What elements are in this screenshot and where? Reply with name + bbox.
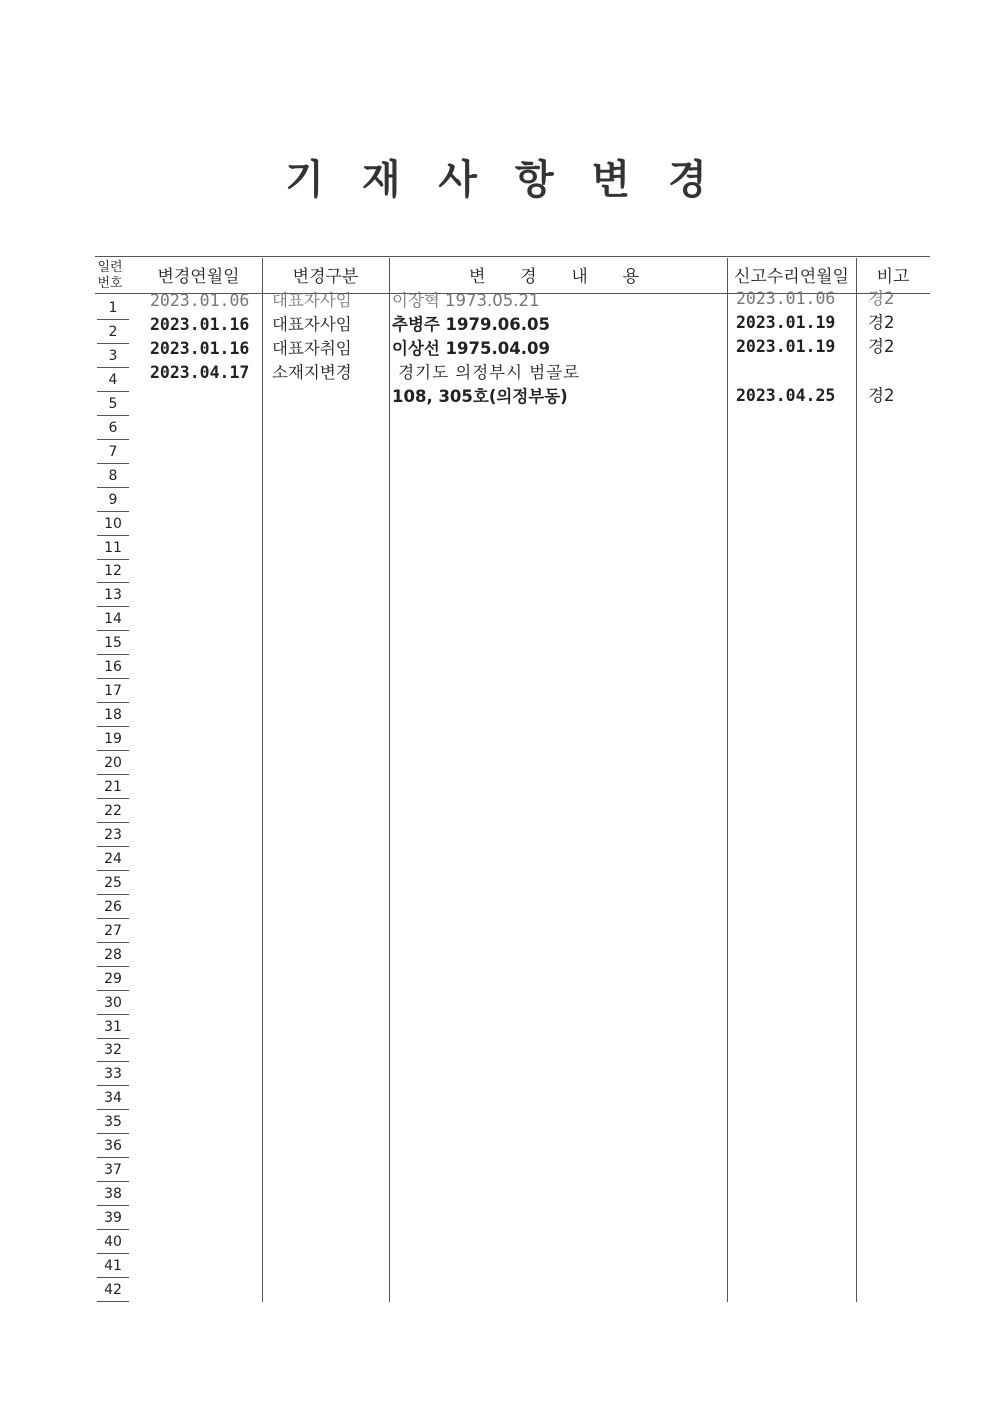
row-number: 13 [97, 582, 129, 607]
header-serial-number [95, 260, 125, 292]
page-title: 기 재 사 항 변 경 [285, 157, 719, 203]
entry-category: 대표자사임 [272, 291, 352, 310]
header-top-rule [95, 256, 930, 257]
row-number: 26 [97, 894, 129, 919]
header-change-date: 변경연월일 [157, 267, 240, 287]
row-number: 16 [97, 654, 129, 679]
row-number: 23 [97, 822, 129, 847]
row-number: 34 [97, 1085, 129, 1110]
row-number: 5 [97, 391, 129, 416]
row-number: 15 [97, 630, 129, 655]
row-number: 25 [97, 870, 129, 895]
header-category: 변경구분 [292, 267, 359, 287]
entry-content: 이장혁 1973.05.21 [392, 291, 540, 310]
row-number: 4 [97, 367, 129, 392]
header-serial-line1: 일련 [97, 260, 123, 275]
entry-remarks: 경2 [868, 386, 895, 405]
row-number: 33 [97, 1061, 129, 1086]
row-number: 3 [97, 343, 129, 368]
entry-remarks: 경2 [868, 313, 895, 332]
row-number: 1 [97, 295, 129, 320]
entry-report-date: 2023.01.06 [736, 289, 836, 308]
entry-category: 소재지변경 [272, 363, 352, 382]
entry-content: 이상선 1975.04.09 [392, 339, 550, 358]
column-divider [389, 258, 390, 1302]
row-number: 20 [97, 750, 129, 775]
entry-remarks: 경2 [868, 289, 895, 308]
entry-change-date: 2023.01.06 [150, 291, 250, 310]
row-number: 18 [97, 702, 129, 727]
row-number: 27 [97, 918, 129, 943]
row-number: 42 [97, 1277, 129, 1302]
row-number: 14 [97, 606, 129, 631]
row-number: 37 [97, 1157, 129, 1182]
entry-category: 대표자취임 [272, 339, 352, 358]
entry-change-date: 2023.01.16 [150, 339, 250, 358]
row-number: 8 [97, 463, 129, 488]
entry-report-date: 2023.01.19 [736, 337, 836, 356]
entry-report-date: 2023.04.25 [736, 386, 836, 405]
row-number: 38 [97, 1181, 129, 1206]
row-number: 21 [97, 774, 129, 799]
entry-content: 추병주 1979.06.05 [392, 315, 550, 334]
row-number: 17 [97, 678, 129, 703]
row-number: 35 [97, 1109, 129, 1134]
column-divider [727, 258, 728, 1302]
entry-report-date: 2023.01.19 [736, 313, 836, 332]
column-divider [856, 258, 857, 1302]
row-number: 19 [97, 726, 129, 751]
row-number: 29 [97, 966, 129, 991]
row-number: 2 [97, 319, 129, 344]
header-report-date: 신고수리연월일 [734, 267, 849, 287]
row-number: 22 [97, 798, 129, 823]
entry-remarks: 경2 [868, 337, 895, 356]
entry-change-date: 2023.04.17 [150, 363, 250, 382]
row-number: 12 [97, 558, 129, 583]
entry-category: 대표자사임 [272, 315, 352, 334]
row-number: 36 [97, 1133, 129, 1158]
row-number: 6 [97, 415, 129, 440]
row-number: 41 [97, 1253, 129, 1278]
row-number: 10 [97, 511, 129, 536]
column-divider [262, 258, 263, 1302]
row-number: 24 [97, 846, 129, 871]
row-number: 28 [97, 942, 129, 967]
row-number: 40 [97, 1229, 129, 1254]
row-number: 11 [97, 535, 129, 560]
row-number: 30 [97, 990, 129, 1015]
row-number: 31 [97, 1014, 129, 1039]
header-serial-line2: 번호 [97, 276, 123, 291]
header-content: 변 경 내 용 [468, 267, 648, 287]
row-number: 32 [97, 1037, 129, 1062]
header-remarks: 비고 [876, 267, 910, 287]
entry-change-date: 2023.01.16 [150, 315, 250, 334]
row-number: 9 [97, 487, 129, 512]
entry-content: 108, 305호(의정부동) [392, 387, 568, 406]
row-number: 7 [97, 439, 129, 464]
row-number: 39 [97, 1205, 129, 1230]
entry-content: 경기도 의정부시 범골로 [392, 363, 581, 382]
